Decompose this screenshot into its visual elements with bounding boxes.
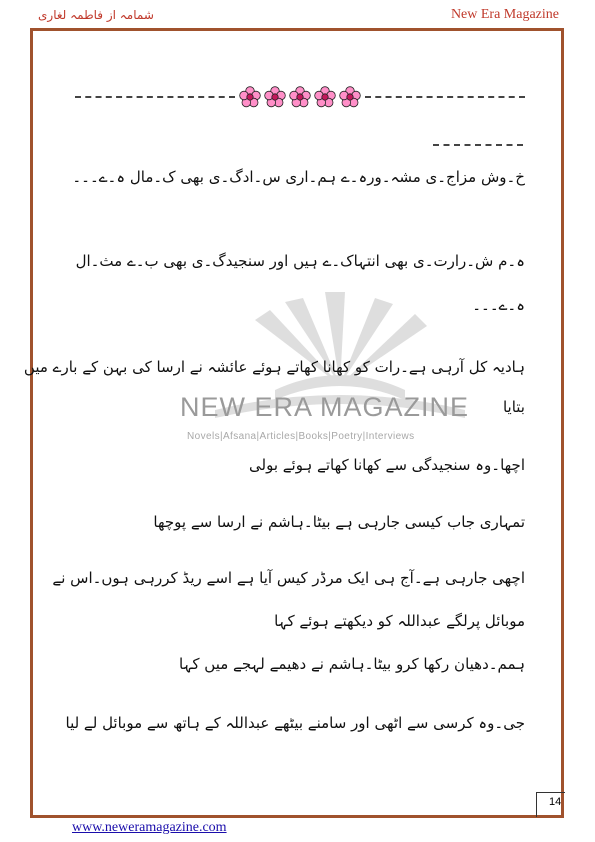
watermark-title: NEW ERA MAGAZINE: [180, 392, 470, 422]
story-line: ہمم۔دھیان رکھا کرو بیٹا۔ہاشم نے دھیمے لہجے میں کہا: [179, 655, 525, 673]
story-line: ہادیہ کل آرہی ہے۔رات کو کھانا کھاتے ہوئے عائشہ نے ارسا کی بہن کے بارے میں: [23, 358, 525, 376]
divider-dashes-left: [75, 96, 235, 98]
page-number: 14: [549, 796, 562, 808]
divider-dashes-short: [433, 144, 523, 146]
story-line: ہ۔م ش۔رارت۔ی بھی انتہاک۔ے ہیں اور سنجیدگ۔ی بھی ب۔ے مث۔ال: [75, 252, 525, 270]
story-line: خ۔وش مزاج۔ی مشہ۔ورہ۔ے ہم۔اری س۔ادگ۔ی بھی ک۔مال ہ۔ے۔۔۔: [72, 168, 525, 186]
story-line: بتایا: [502, 398, 525, 416]
story-line: ہ۔ے۔۔۔: [472, 296, 525, 314]
story-line: جی۔وہ کرسی سے اٹھی اور سامنے بیٹھے عبداللہ کے ہاتھ سے موبائل لے لیا: [65, 714, 525, 732]
story-line: موبائل پرلگے عبداللہ کو دیکھتے ہوئے کہا: [274, 612, 525, 630]
author-header: شمامہ از فاطمہ لغاری: [38, 8, 154, 22]
flower-row: [239, 86, 361, 108]
story-line: اچھی جارہی ہے۔آج ہی ایک مرڈر کیس آیا ہے اسے ریڈ کررہی ہوں۔اس نے: [52, 569, 525, 587]
flower-icon: [339, 86, 361, 108]
story-line: اچھا۔وہ سنجیدگی سے کھانا کھاتے ہوئے بولی: [249, 456, 525, 474]
footer-website-link[interactable]: www.neweramagazine.com: [72, 820, 227, 835]
story-line: تمہاری جاب کیسی جارہی ہے بیٹا۔ہاشم نے ارسا سے پوچھا: [153, 513, 525, 531]
flower-icon: [239, 86, 261, 108]
page-border: [30, 28, 564, 818]
divider-dashes-right: [365, 96, 525, 98]
flower-icon: [289, 86, 311, 108]
flower-icon: [264, 86, 286, 108]
watermark-subtitle: Novels|Afsana|Articles|Books|Poetry|Interviews: [187, 431, 415, 442]
magazine-header: New Era Magazine: [450, 7, 559, 22]
flower-divider: [75, 86, 525, 108]
flower-icon: [314, 86, 336, 108]
